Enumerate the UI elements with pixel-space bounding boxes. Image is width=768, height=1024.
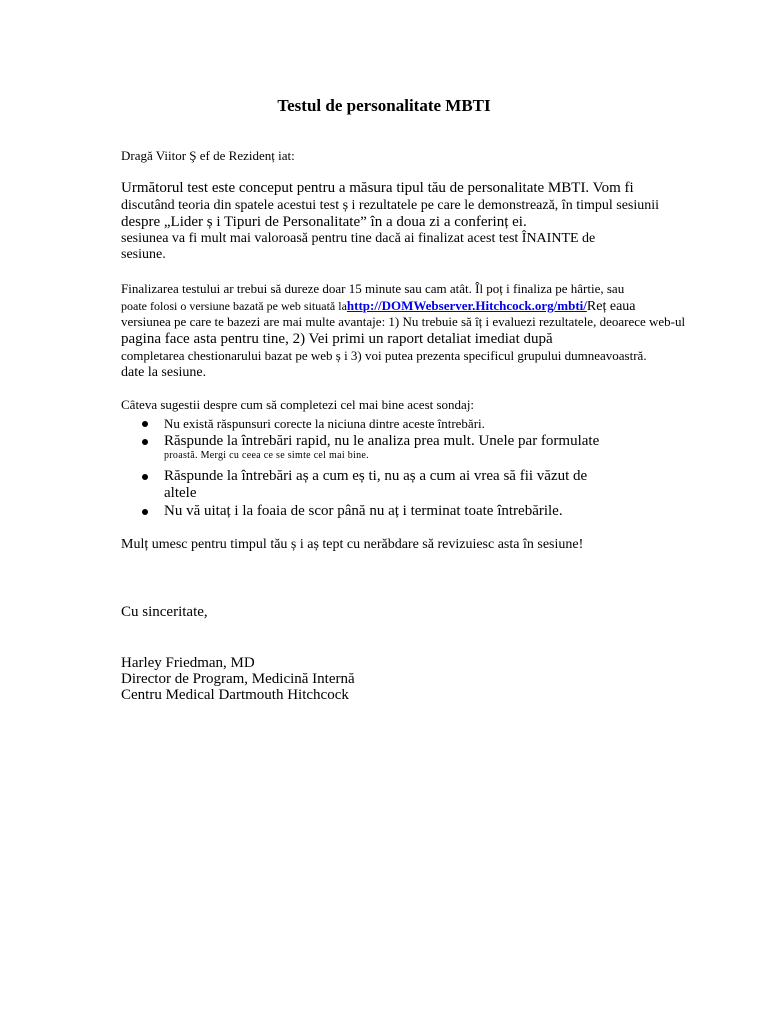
paragraph-1-line-3: despre „Lider ș i Tipuri de Personalitate” în a doua zi a conferinț ei.	[121, 214, 527, 230]
signature-org: Centru Medical Dartmouth Hitchcock	[121, 687, 349, 703]
bullet-1-text: Nu există răspunsuri corecte la niciuna dintre aceste întrebări.	[164, 416, 485, 431]
bullet-2-line-1: Răspunde la întrebări rapid, nu le analiza prea mult. Unele par formulate	[164, 433, 600, 449]
signature-name: Harley Friedman, MD	[121, 655, 255, 671]
paragraph-2-line-2	[121, 299, 636, 314]
suggestions-intro: Câteva sugestii despre cum să completezi cel mai bine acest sondaj:	[121, 397, 475, 412]
closing: Cu sinceritate,	[121, 604, 208, 620]
signature-role: Director de Program, Medicină Internă	[121, 671, 355, 687]
bullet-dot-icon	[142, 509, 148, 515]
bullet-dot-icon	[142, 439, 148, 445]
paragraph-2-line-2-text: poate folosi o versiune bazată pe web situată la	[121, 299, 347, 313]
paragraph-1-line-2: discutând teoria din spatele acestui test ș i rezultatele pe care le demonstrează, în timpul sesiunii	[121, 198, 660, 213]
mbti-web-link[interactable]: http://DOMWebserver.Hitchcock.org/mbti/	[346, 298, 587, 313]
paragraph-2-line-2-after: Reț eaua	[586, 299, 636, 314]
bullet-2-line-2: proastă. Mergi cu ceea ce se simte cel mai bine.	[164, 450, 369, 461]
paragraph-2-line-4: pagina face asta pentru tine, 2) Vei primi un raport detaliat imediat după	[121, 331, 553, 347]
bullet-3-line-1: Răspunde la întrebări aș a cum eș ti, nu aș a cum ai vrea să fii văzut de	[164, 468, 588, 484]
paragraph-2-line-5: completarea chestionarului bazat pe web ș i 3) voi putea prezenta specificul grupului dumneavoastră.	[121, 348, 647, 363]
bullet-dot-icon	[142, 474, 148, 480]
paragraph-2-line-3: versiunea pe care te bazezi are mai multe avantaje: 1) Nu trebuie să îț i evaluezi rezultatele, deoarece web-ul	[121, 314, 686, 329]
bullet-3-line-2: altele	[164, 485, 197, 501]
bullet-4-text: Nu vă uitaț i la foaia de scor până nu aț i terminat toate întrebările.	[164, 503, 563, 519]
paragraph-2-line-1: Finalizarea testului ar trebui să dureze doar 15 minute sau cam atât. Îl poț i finaliza pe hârtie, sau	[121, 281, 625, 296]
paragraph-2-line-6: date la sesiune.	[121, 365, 207, 380]
page-title: Testul de personalitate MBTI	[277, 96, 491, 115]
paragraph-1-line-1: Următorul test este conceput pentru a măsura tipul tău de personalitate MBTI. Vom fi	[121, 180, 634, 196]
bullet-dot-icon	[142, 421, 148, 427]
paragraph-1-line-4: sesiunea va fi mult mai valoroasă pentru tine dacă ai finalizat acest test ÎNAINTE de	[121, 231, 596, 246]
paragraph-1-line-5: sesiune.	[121, 247, 166, 262]
thanks-line: Mulț umesc pentru timpul tău ș i aș tept cu nerăbdare să revizuiesc asta în sesiune!	[121, 537, 584, 552]
greeting: Dragă Viitor Ş ef de Rezidenț iat:	[121, 148, 295, 163]
